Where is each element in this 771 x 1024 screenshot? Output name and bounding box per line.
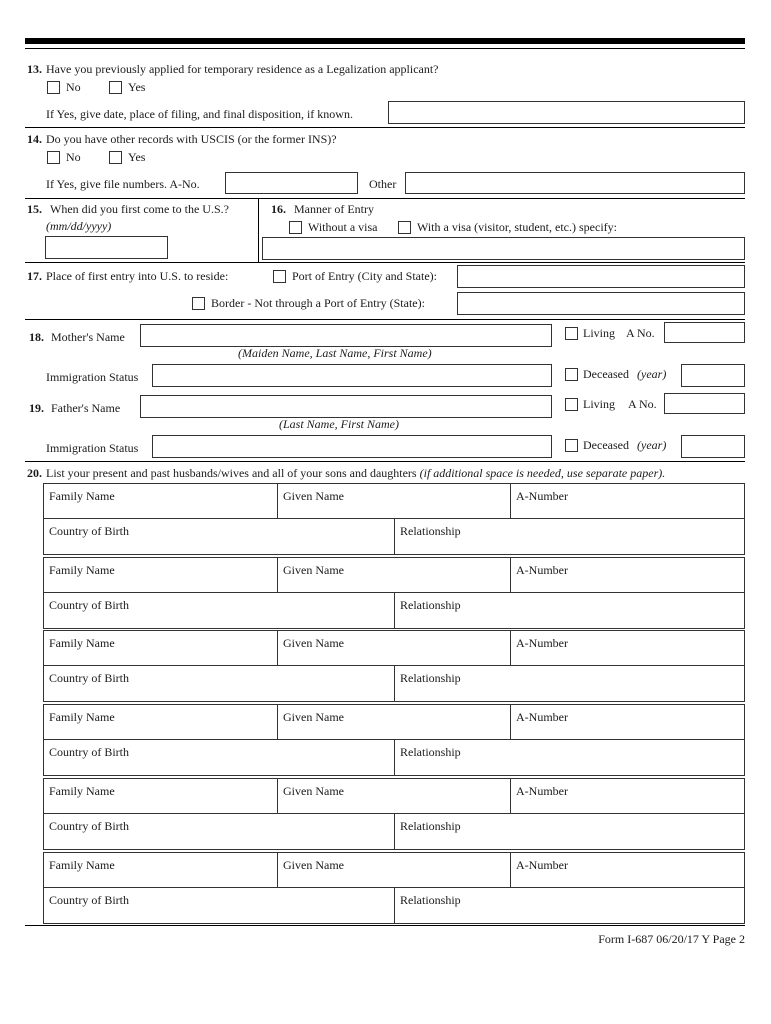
q17-border-field[interactable] [457,292,745,315]
q14-detail-label: If Yes, give file numbers. A-No. [46,177,200,191]
q15-number: 15. [27,202,42,216]
a-number-label: A-Number [516,563,568,577]
q14-other-label: Other [369,177,397,191]
q16-without-visa-label: Without a visa [308,220,378,234]
family-name-field[interactable] [43,630,278,666]
q18-year-field[interactable] [681,364,745,387]
family-name-field[interactable] [43,704,278,740]
relationship-field[interactable] [394,592,745,629]
q14-yes-checkbox[interactable] [109,151,122,164]
q18-living-checkbox[interactable] [565,327,578,340]
country-of-birth-field[interactable] [43,739,395,776]
relationship-field[interactable] [394,739,745,776]
q13-number: 13. [27,62,42,76]
q13-detail-label: If Yes, give date, place of filing, and final disposition, if known. [46,107,353,121]
q19-status-label: Immigration Status [46,441,139,455]
relationship-label: Relationship [400,745,461,759]
q18-status-label: Immigration Status [46,370,139,384]
q19-status-field[interactable] [152,435,552,458]
a-number-field[interactable] [510,852,745,888]
bottom-rule [25,925,745,926]
q17-border-checkbox[interactable] [192,297,205,310]
relative-entry [43,852,745,924]
family-name-field[interactable] [43,557,278,593]
country-of-birth-label: Country of Birth [49,893,129,907]
given-name-field[interactable] [277,778,511,814]
q14-no-checkbox[interactable] [47,151,60,164]
family-name-label: Family Name [49,489,115,503]
q16-with-visa-label: With a visa (visitor, student, etc.) specify: [417,220,617,234]
q13-no-label: No [66,80,81,94]
divider [25,262,745,263]
q18-deceased-checkbox[interactable] [565,368,578,381]
given-name-field[interactable] [277,557,511,593]
country-of-birth-label: Country of Birth [49,819,129,833]
q13-yes-checkbox[interactable] [109,81,122,94]
relationship-field[interactable] [394,518,745,555]
q19-label: Father's Name [51,401,121,415]
family-name-label: Family Name [49,636,115,650]
q19-hint: (Last Name, First Name) [279,417,399,431]
q18-hint: (Maiden Name, Last Name, First Name) [238,346,432,360]
relative-entry [43,704,745,776]
q16-number: 16. [271,202,286,216]
country-of-birth-field[interactable] [43,518,395,555]
given-name-field[interactable] [277,704,511,740]
q13-no-checkbox[interactable] [47,81,60,94]
relative-entry [43,630,745,702]
country-of-birth-label: Country of Birth [49,598,129,612]
family-name-label: Family Name [49,710,115,724]
footer-form-id: Form I-687 06/20/17 Y Page 2 [598,932,745,946]
q18-status-field[interactable] [152,364,552,387]
q18-number: 18. [29,330,44,344]
q20-hint: (if additional space is needed, use separate paper). [419,466,666,480]
family-name-label: Family Name [49,563,115,577]
a-number-label: A-Number [516,710,568,724]
top-rule [25,38,745,44]
relationship-field[interactable] [394,665,745,702]
q17-port-label: Port of Entry (City and State): [292,269,437,283]
a-number-field[interactable] [510,704,745,740]
q14-other-field[interactable] [405,172,745,194]
q13-detail-field[interactable] [388,101,745,124]
q14-yes-label: Yes [128,150,146,164]
relationship-label: Relationship [400,598,461,612]
a-number-field[interactable] [510,630,745,666]
q19-number: 19. [29,401,44,415]
q18-mother-name-field[interactable] [140,324,552,347]
country-of-birth-label: Country of Birth [49,671,129,685]
divider [25,461,745,462]
given-name-label: Given Name [283,784,344,798]
q16-question: Manner of Entry [294,202,374,216]
relationship-label: Relationship [400,819,461,833]
q17-port-checkbox[interactable] [273,270,286,283]
q15-date-field[interactable] [45,236,168,259]
q20-number: 20. [27,466,42,480]
q15-hint: (mm/dd/yyyy) [46,219,112,233]
q19-year-label: (year) [637,438,667,452]
divider [25,127,745,128]
relationship-label: Relationship [400,524,461,538]
a-number-label: A-Number [516,489,568,503]
a-number-field[interactable] [510,483,745,519]
q18-living-label: Living [583,326,615,340]
q19-deceased-checkbox[interactable] [565,439,578,452]
q17-border-label: Border - Not through a Port of Entry (State): [211,296,425,310]
family-name-field[interactable] [43,483,278,519]
q19-a-number-field[interactable] [664,393,745,414]
relationship-field[interactable] [394,813,745,850]
q14-a-number-field[interactable] [225,172,358,194]
q17-question: Place of first entry into U.S. to reside: [46,269,229,283]
relationship-label: Relationship [400,671,461,685]
q15-q16-divider [258,198,259,262]
family-name-label: Family Name [49,784,115,798]
q20-question-text: List your present and past husbands/wives and all of your sons and daughters [46,466,417,480]
country-of-birth-field[interactable] [43,592,395,629]
relationship-field[interactable] [394,887,745,924]
q17-number: 17. [27,269,42,283]
family-name-field[interactable] [43,778,278,814]
given-name-field[interactable] [277,852,511,888]
divider [25,319,745,320]
given-name-label: Given Name [283,563,344,577]
given-name-field[interactable] [277,630,511,666]
q19-deceased-label: Deceased [583,438,629,452]
a-number-field[interactable] [510,557,745,593]
given-name-label: Given Name [283,636,344,650]
family-name-label: Family Name [49,858,115,872]
q14-number: 14. [27,132,42,146]
q18-deceased-label: Deceased [583,367,629,381]
q19-living-checkbox[interactable] [565,398,578,411]
q19-living-label: Living [583,397,615,411]
q18-year-label: (year) [637,367,667,381]
top-rule-thin [25,48,745,49]
q17-port-field[interactable] [457,265,745,288]
relative-entry [43,557,745,629]
given-name-label: Given Name [283,858,344,872]
q13-question: Have you previously applied for temporary residence as a Legalization applicant? [46,62,439,76]
q14-question: Do you have other records with USCIS (or the former INS)? [46,132,337,146]
country-of-birth-label: Country of Birth [49,745,129,759]
relationship-label: Relationship [400,893,461,907]
q18-ano-label: A No. [626,326,655,340]
country-of-birth-field[interactable] [43,665,395,702]
country-of-birth-field[interactable] [43,887,395,924]
q16-visa-specify-field[interactable] [262,237,745,260]
country-of-birth-field[interactable] [43,813,395,850]
a-number-label: A-Number [516,636,568,650]
q16-without-visa-checkbox[interactable] [289,221,302,234]
q19-father-name-field[interactable] [140,395,552,418]
a-number-label: A-Number [516,858,568,872]
relative-entry [43,483,745,555]
country-of-birth-label: Country of Birth [49,524,129,538]
q13-yes-label: Yes [128,80,146,94]
q19-year-field[interactable] [681,435,745,458]
q18-label: Mother's Name [51,330,125,344]
relative-entry [43,778,745,850]
divider [25,198,745,199]
q15-question: When did you first come to the U.S.? [50,202,229,216]
given-name-label: Given Name [283,710,344,724]
q18-a-number-field[interactable] [664,322,745,343]
family-name-field[interactable] [43,852,278,888]
q20-question [46,466,665,480]
q14-no-label: No [66,150,81,164]
a-number-label: A-Number [516,784,568,798]
a-number-field[interactable] [510,778,745,814]
q16-with-visa-checkbox[interactable] [398,221,411,234]
given-name-field[interactable] [277,483,511,519]
q19-ano-label: A No. [628,397,657,411]
given-name-label: Given Name [283,489,344,503]
